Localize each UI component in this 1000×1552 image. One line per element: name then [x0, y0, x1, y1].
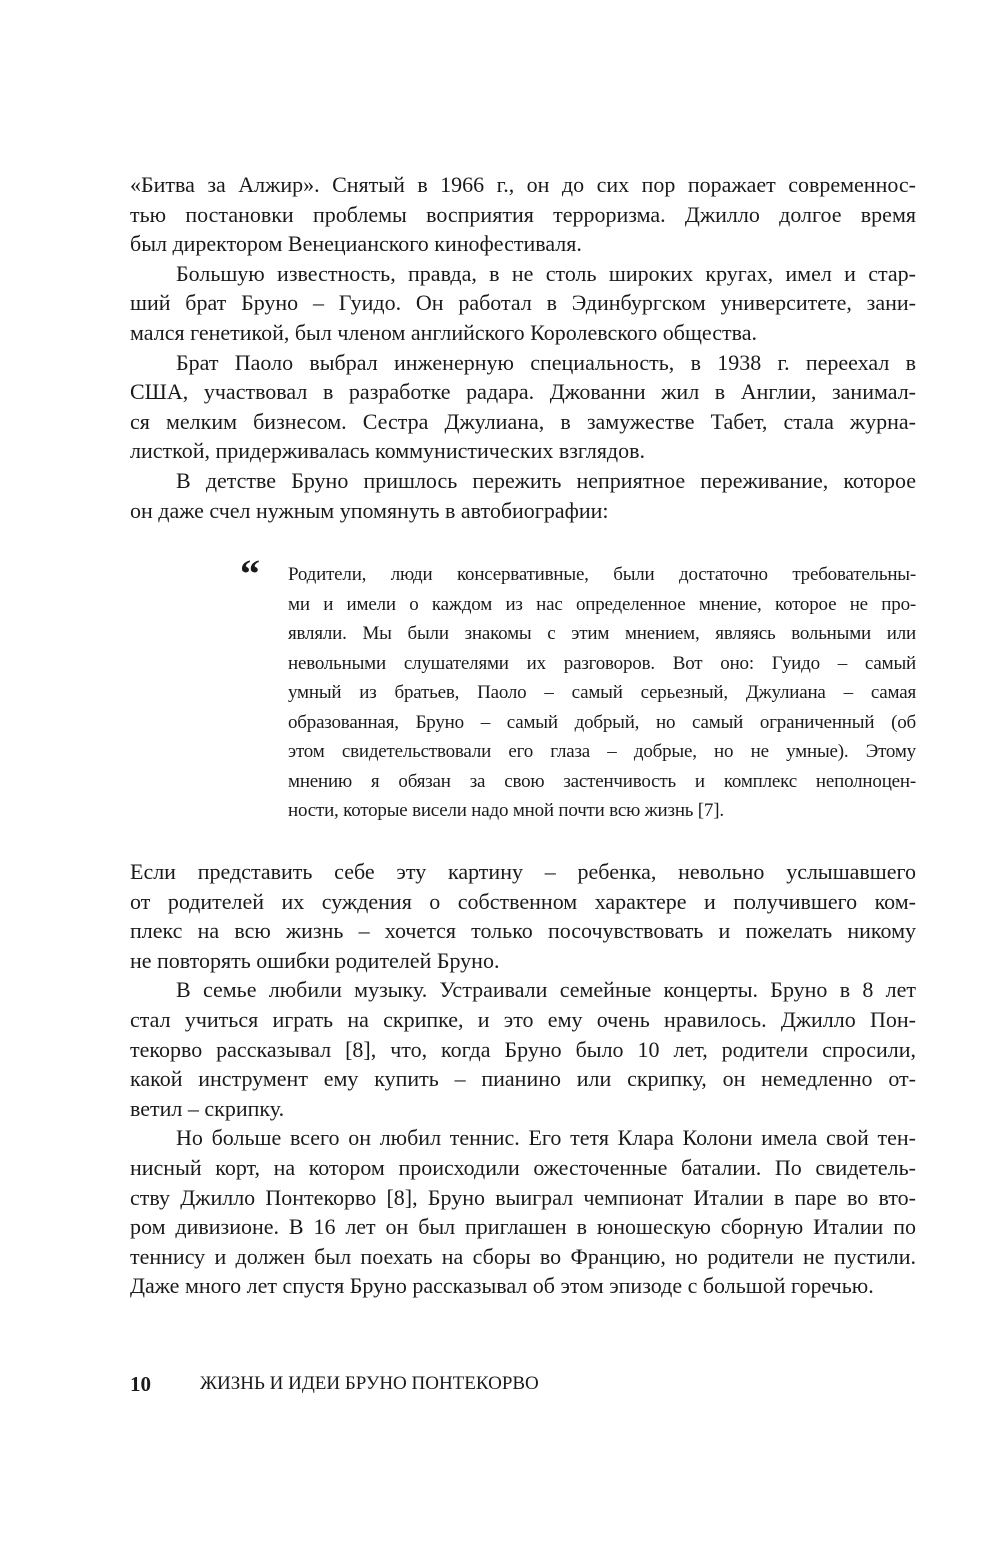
quote-line: ми и имели о каждом из нас определенное мнение, которое не про-: [288, 593, 916, 615]
page-number: 10: [130, 1372, 151, 1396]
paragraphs-after-quote: [130, 857, 916, 1301]
page-footer: [130, 1370, 830, 1398]
text-line: В семье любили музыку. Устраивали семейные концерты. Бруно в 8 лет: [176, 977, 916, 1003]
block-quote: [240, 551, 916, 826]
quote-line: Родители, люди консервативные, были достаточно требовательны-: [288, 564, 916, 585]
text-line: нисный корт, на котором происходили ожесточенные баталии. По свидетель-: [130, 1154, 916, 1180]
quote-line: умный из братьев, Паоло – самый серьезный, Джулиана – самая: [288, 682, 916, 703]
paragraph: [130, 170, 916, 259]
paragraph: [130, 466, 916, 525]
text-line: Брат Паоло выбрал инженерную специальность, в 1938 г. переехал в: [176, 349, 916, 375]
quote-line: образованная, Бруно – самый добрый, но самый ограниченный (об: [288, 711, 916, 733]
paragraphs-before-quote: [130, 170, 916, 525]
text-line: США, участвовал в разработке радара. Джованни жил в Англии, занимал-: [130, 379, 916, 405]
quote-line: являли. Мы были знакомы с этим мнением, являясь вольными или: [288, 623, 916, 644]
text-line: мался генетикой, был членом английского Королевского общества.: [130, 319, 757, 345]
quote-line: ности, которые висели надо мной почти всю жизнь [7].: [288, 800, 724, 821]
text-line: Большую известность, правда, в не столь широких кругах, имел и стар-: [176, 260, 916, 286]
quote-line: невольными слушателями их разговоров. Вот оно: Гуидо – самый: [288, 652, 916, 674]
paragraph: [130, 348, 916, 466]
running-title: ЖИЗНЬ И ИДЕИ БРУНО ПОНТЕКОРВО: [200, 1373, 539, 1394]
text-line: тью постановки проблемы восприятия терроризма. Джилло долгое время: [130, 201, 916, 227]
text-line: какой инструмент ему купить – пианино или скрипку, он немедленно от-: [130, 1066, 916, 1092]
text-line: ветил – скрипку.: [130, 1095, 285, 1121]
text-line: ству Джилло Понтекорво [8], Бруно выиграл чемпионат Италии в паре во вто-: [130, 1184, 916, 1210]
text-line: от родителей их суждения о собственном характере и получившего ком-: [130, 888, 916, 914]
text-line: «Битва за Алжир». Снятый в 1966 г., он до сих пор поражает современнос-: [130, 172, 916, 197]
paragraph: [130, 259, 916, 348]
text-line: был директором Венецианского кинофестиваля.: [130, 231, 582, 257]
text-line: ший брат Бруно – Гуидо. Он работал в Эдинбургском университете, зани-: [130, 290, 916, 316]
text-line: он даже счел нужным упомянуть в автобиографии:: [130, 497, 609, 523]
text-line: ся мелким бизнесом. Сестра Джулиана, в замужестве Табет, стала журна-: [130, 408, 916, 434]
text-line: Если представить себе эту картину – ребенка, невольно услышавшего: [130, 859, 916, 884]
text-line: Но больше всего он любил теннис. Его тетя Клара Колони имела свой тен-: [176, 1125, 916, 1151]
text-line: теннису и должен был поехать на сборы во Францию, но родители не пустили.: [130, 1243, 916, 1269]
text-line: текорво рассказывал [8], что, когда Бруно было 10 лет, родители спросили,: [130, 1036, 916, 1062]
paragraph: [130, 1123, 916, 1301]
text-line: В детстве Бруно пришлось пережить неприятное переживание, которое: [176, 467, 916, 493]
text-line: стал учиться играть на скрипке, и это ему очень нравилось. Джилло Пон-: [130, 1006, 916, 1032]
text-line: ром дивизионе. В 16 лет он был приглашен в юношескую сборную Италии по: [130, 1214, 916, 1240]
quote-line: мнению я обязан за свою застенчивость и комплекс неполноцен-: [288, 770, 916, 792]
paragraph: [130, 857, 916, 975]
paragraph: [130, 975, 916, 1123]
quote-line: этом свидетельствовали его глаза – добрые, но не умные). Этому: [288, 741, 916, 762]
quote-mark-icon: “: [240, 551, 260, 596]
text-line: листкой, придерживалась коммунистических взглядов.: [130, 438, 646, 464]
quote-text: [288, 560, 916, 826]
text-line: Даже много лет спустя Бруно рассказывал об этом эпизоде с большой горечью.: [130, 1273, 874, 1299]
text-line: не повторять ошибки родителей Бруно.: [130, 947, 500, 973]
text-line: плекс на всю жизнь – хочется только посочувствовать и пожелать никому: [130, 918, 916, 944]
